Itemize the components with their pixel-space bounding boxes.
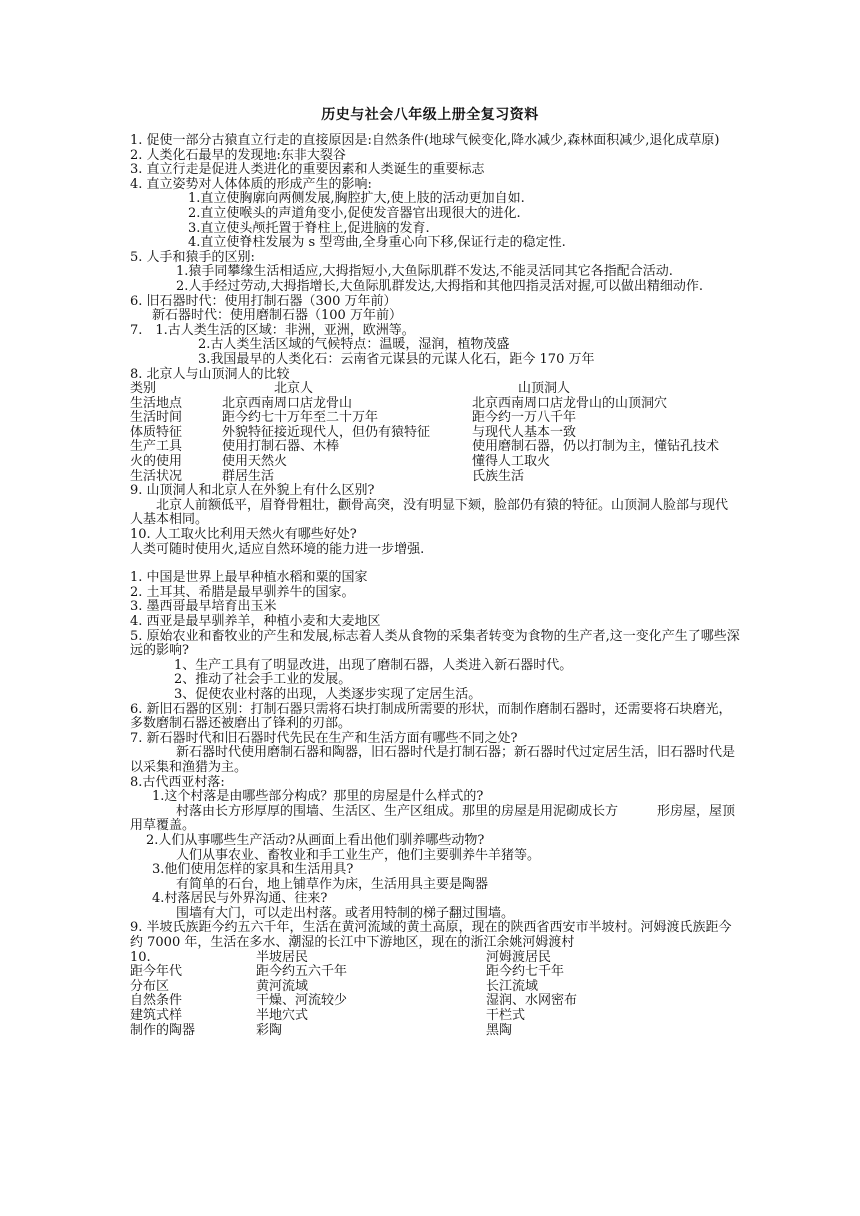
part2-item-1: 1. 中国是世界上最早种植水稻和粟的国家 bbox=[130, 570, 368, 586]
item-6-neolithic: 新石器时代：使用磨制石器（100 万年前） bbox=[152, 308, 402, 324]
table-row bbox=[130, 965, 740, 980]
item-5-sub-2: 2.人手经过劳动,大拇指增长,大鱼际肌群发达,大拇指和其他四指灵活对握,可以做出精细动作. bbox=[176, 278, 704, 294]
table-cell: 干燥、河流较少 bbox=[256, 993, 348, 1009]
table-cell: 黑陶 bbox=[486, 1022, 513, 1038]
part2-item-4: 4. 西亚是最早驯养羊，种植小麦和大麦地区 bbox=[130, 614, 381, 629]
table-cell: 与现代人基本一致 bbox=[472, 424, 577, 440]
part2-item-5-sub-1: 1、生产工具有了明显改进，出现了磨制石器，人类进入新石器时代。 bbox=[174, 657, 573, 673]
table-cell: 自然条件 bbox=[130, 993, 183, 1009]
item-3: 3. 直立行走是促进人类进化的重要因素和人类诞生的重要标志 bbox=[130, 162, 485, 178]
item-4-sub-2: 2.直立使喉头的声道角变小,促使发音器官出现很大的进化. bbox=[188, 205, 521, 221]
part2-item-5: 5. 原始农业和畜牧业的产生和发展,标志着人类从食物的采集者转变为食物的生产者,这一变化产生了哪些深远的影响? bbox=[130, 628, 740, 659]
table-cell: 北京西南周口店龙骨山的山顶洞穴 bbox=[472, 395, 668, 411]
part2-item-7-answer: 新石器时代使用磨制石器和陶器，旧石器时代是打制石器；新石器时代过定居生活，旧石器时代是以采集和渔猎为主。 bbox=[130, 745, 736, 775]
item-9-answer: 北京人前额低平，眉脊骨粗壮，颧骨高突，没有明显下颏，脸部仍有猿的特征。山顶洞人脸部与现代人基本相同。 bbox=[130, 497, 729, 528]
table-cell: 制作的陶器 bbox=[130, 1022, 196, 1038]
table-row bbox=[130, 1024, 740, 1039]
part2-item-5-sub-3: 3、促使农业村落的出现，人类逐步实现了定居生活。 bbox=[174, 686, 482, 702]
table-cell: 距今年代 bbox=[130, 964, 183, 980]
part2-item-8: 8.古代西亚村落: bbox=[130, 774, 225, 790]
table-header-row bbox=[130, 951, 740, 966]
part2-item-8-q2: 2.人们从事哪些生产活动?从画面上看出他们驯养哪些动物? bbox=[146, 832, 485, 848]
item-4: 4. 直立姿势对人体体质的形成产生的影响: bbox=[130, 176, 372, 192]
table-cell: 北京西南周口店龙骨山 bbox=[222, 395, 353, 411]
table-cell: 湿润、水网密布 bbox=[486, 993, 578, 1009]
table-cell: 分布区 bbox=[130, 978, 170, 994]
part2-item-5-sub-2: 2、推动了社会手工业的发展。 bbox=[174, 672, 352, 688]
table-cell: 长江流域 bbox=[486, 978, 539, 994]
item-10: 10. 人工取火比利用天然火有哪些好处? bbox=[130, 527, 357, 543]
part2-item-8-a2: 人们从事农业、畜牧业和手工业生产，他们主要驯养牛羊猪等。 bbox=[176, 847, 541, 863]
item-10-answer: 人类可随时使用火,适应自然环境的能力进一步增强. bbox=[130, 541, 425, 557]
table-cell: 群居生活 bbox=[222, 468, 275, 484]
table-cell: 距今约一万八千年 bbox=[472, 410, 577, 426]
table-header-row bbox=[130, 382, 740, 397]
table-header-category: 类别 bbox=[130, 381, 157, 397]
table-cell: 生活时间 bbox=[130, 410, 183, 426]
table-header-banpo: 半坡居民 bbox=[256, 949, 309, 965]
part2-item-3: 3. 墨西哥最早培育出玉米 bbox=[130, 599, 277, 615]
item-4-sub-3: 3.直立使头颅托置于脊柱上,促进脑的发育. bbox=[188, 220, 430, 236]
part2-item-8-a3: 有简单的石台，地上铺草作为床，生活用具主要是陶器 bbox=[176, 876, 489, 892]
table-header-upper-cave: 山顶洞人 bbox=[518, 381, 571, 397]
part2-item-8-q4: 4.村落居民与外界沟通、往来? bbox=[152, 891, 328, 907]
table-row bbox=[130, 411, 740, 426]
item-5-sub-1: 1.猿手同攀缘生活相适应,大拇指短小,大鱼际肌群不发达,不能灵活同其它各指配合活动. bbox=[176, 264, 673, 280]
item-4-sub-1: 1.直立使胸廓向两侧发展,胸腔扩大,使上肢的活动更加自如. bbox=[188, 191, 525, 207]
part2-item-2: 2. 土耳其、希腊是最早驯养牛的国家。 bbox=[130, 584, 355, 600]
item-9: 9. 山顶洞人和北京人在外貌上有什么区别? bbox=[130, 483, 375, 499]
item-4-sub-4: 4.直立使脊柱发展为 s 型弯曲,全身重心向下移,保证行走的稳定性. bbox=[188, 235, 566, 251]
table-row bbox=[130, 980, 740, 995]
item-1: 1. 促使一部分古猿直立行走的直接原因是:自然条件(地球气候变化,降水减少,森林面积减少,退化成草原) bbox=[130, 133, 720, 148]
table-row bbox=[130, 455, 740, 470]
table-cell: 火的使用 bbox=[130, 454, 183, 470]
table-header-beijing: 北京人 bbox=[274, 381, 314, 397]
table-header-number: 10. bbox=[130, 949, 151, 965]
item-7-sub-2: 2.古人类生活区域的气候特点：温暖，湿润，植物茂盛 bbox=[198, 337, 510, 353]
table-cell: 距今约五六千年 bbox=[256, 964, 348, 980]
item-8: 8. 北京人与山顶洞人的比较 bbox=[130, 366, 290, 382]
table-cell: 距今约七十万年至二十万年 bbox=[222, 410, 379, 426]
table-cell: 生活地点 bbox=[130, 395, 183, 411]
table-cell: 干栏式 bbox=[486, 1008, 526, 1024]
item-7-sub-3: 3.我国最早的人类化石：云南省元谋县的元谋人化石，距今 170 万年 bbox=[198, 351, 595, 367]
table-row bbox=[130, 440, 740, 455]
comparison-table-beijing-upper-cave bbox=[130, 382, 740, 484]
table-header-hemudu: 河姆渡居民 bbox=[486, 949, 552, 965]
part2-item-8-a1: 村落由长方形厚厚的围墙、生活区、生产区组成。那里的房屋是用泥砌成长方 形房屋，屋顶用草覆盖。 bbox=[130, 803, 736, 834]
table-cell: 使用磨制石器，仍以打制为主，懂钻孔技术 bbox=[472, 439, 720, 455]
document-title: 历史与社会八年级上册全复习资料 bbox=[321, 107, 539, 123]
table-cell: 生活状况 bbox=[130, 468, 183, 484]
table-cell: 外貌特征接近现代人，但仍有猿特征 bbox=[222, 424, 431, 440]
part2-item-7: 7. 新石器时代和旧石器时代先民在生产和生活方面有哪些不同之处? bbox=[130, 730, 518, 746]
part2-item-8-a4: 围墙有大门，可以走出村落。或者用特制的梯子翻过围墙。 bbox=[176, 905, 515, 921]
document-body bbox=[130, 134, 740, 1038]
table-cell: 懂得人工取火 bbox=[472, 454, 551, 470]
table-cell: 氏族生活 bbox=[472, 468, 525, 484]
table-row bbox=[130, 994, 740, 1009]
table-cell: 体质特征 bbox=[130, 424, 183, 440]
item-5: 5. 人手和猿手的区别: bbox=[130, 249, 255, 265]
table-row bbox=[130, 1009, 740, 1024]
table-cell: 建筑式样 bbox=[130, 1008, 183, 1024]
item-7-sub-1: 7. 1.古人类生活的区域：非洲，亚洲，欧洲等。 bbox=[130, 322, 415, 338]
table-cell: 黄河流域 bbox=[256, 978, 309, 994]
table-cell: 距今约七千年 bbox=[486, 964, 565, 980]
item-6-paleolithic: 6. 旧石器时代：使用打制石器（300 万年前） bbox=[130, 293, 397, 309]
part2-item-8-q3: 3.他们使用怎样的家具和生活用具? bbox=[152, 862, 354, 878]
table-cell: 彩陶 bbox=[256, 1022, 283, 1038]
table-cell: 生产工具 bbox=[130, 439, 183, 455]
table-cell: 半地穴式 bbox=[256, 1008, 309, 1024]
comparison-table-banpo-hemudu bbox=[130, 951, 740, 1039]
item-2: 2. 人类化石最早的发现地:东非大裂谷 bbox=[130, 147, 346, 163]
table-cell: 使用天然火 bbox=[222, 454, 288, 470]
part2-item-8-q1: 1.这个村落是由哪些部分构成？那里的房屋是什么样式的? bbox=[152, 789, 484, 805]
part2-item-6: 6. 新旧石器的区别：打制石器只需将石块打制成所需要的形状，而制作磨制石器时，还需要将石块磨光，多数磨制石器还被磨出了锋利的刃部。 bbox=[130, 701, 732, 732]
table-cell: 使用打制石器、木棒 bbox=[222, 439, 340, 455]
part2-item-9: 9. 半坡氏族距今约五六千年，生活在黄河流域的黄土高原，现在的陕西省西安市半坡村。河姆渡氏族距今约 7000 年，生活在多水、潮湿的长江中下游地区，现在的浙江余姚河姆渡村 bbox=[130, 920, 732, 951]
